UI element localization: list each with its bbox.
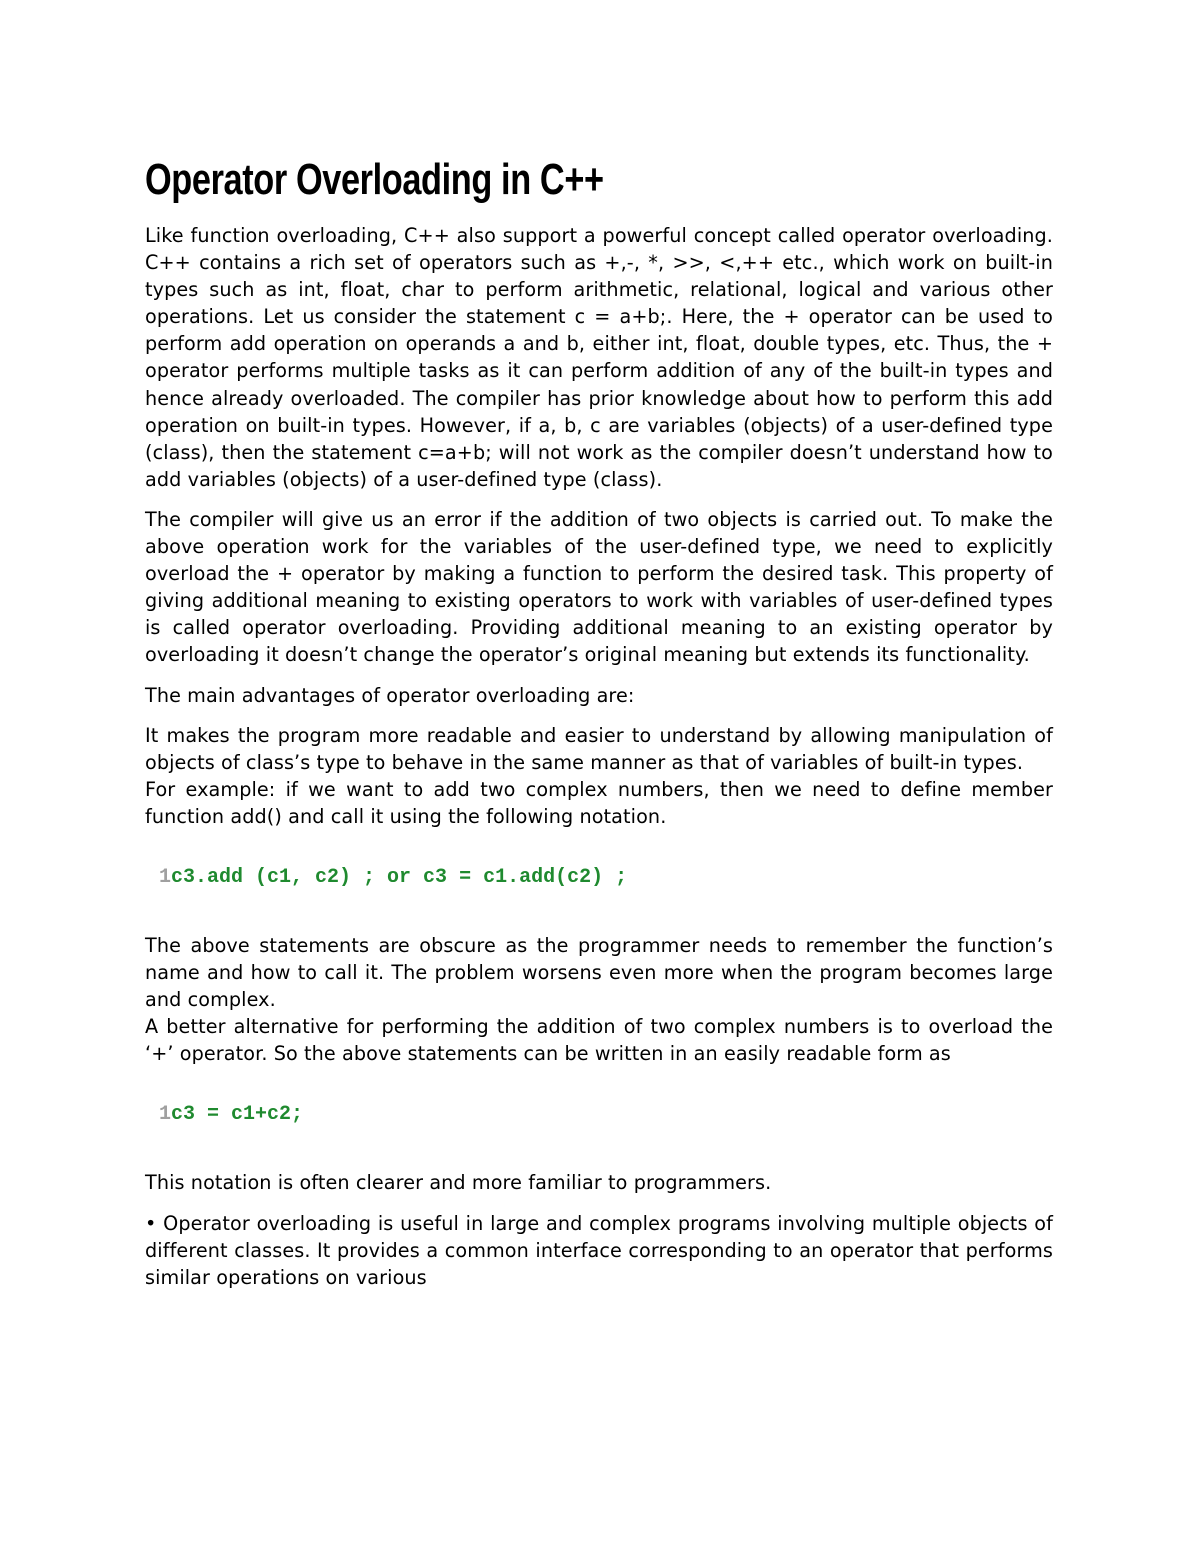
code-block-add-call: [159, 864, 1053, 892]
paragraph-clearer-notation: This notation is often clearer and more familiar to programmers.: [145, 1171, 772, 1195]
bullet-item: [145, 1210, 1053, 1291]
code-line-text: c3.add (c1, c2) ; or c3 = c1.add(c2) ;: [171, 865, 628, 889]
code-block-operator-plus: [159, 1101, 1053, 1129]
paragraph-obscure: The above statements are obscure as the programmer needs to remember the function’s name and how to call it. The problem worsens even more when the program becomes large and complex.: [145, 933, 1053, 1012]
paragraph-readability-text: It makes the program more readable and easier to understand by allowing manipulation of objects of class’s type to behave in the same manner as that of variables of built-in types.: [145, 723, 1053, 774]
code-line-number: 1: [159, 1103, 172, 1127]
paragraph-compiler-error: The compiler will give us an error if the addition of two objects is carried out. To make the above operation work for the variables of the user-defined type, we need to explicitly overload the + operator by making a function to perform the desired task. This property of giving additional meaning to existing operators to work with variables of user-defined types is called operator overloading. Providing additional meaning to an existing operator by overloading it doesn’t change the operator’s original meaning but extends its functionality.: [145, 507, 1053, 667]
document-title: Operator Overloading in C++: [145, 155, 604, 204]
bullet-marker: •: [145, 1211, 157, 1235]
paragraph-readability: [145, 722, 1053, 776]
paragraph-example: For example: if we want to add two complex numbers, then we need to define member function add() and call it using the following notation.: [145, 777, 1053, 828]
paragraph-better-alternative: A better alternative for performing the addition of two complex numbers is to overload the ‘+’ operator. So the above statements can be written in an easily readable form as: [145, 1015, 1053, 1066]
paragraph-intro: Like function overloading, C++ also support a powerful concept called operator overloading. C++ contains a rich set of operators such as +,-, *, >>, <,++ etc., which work on built-in types such as int, float, char to perform arithmetic, relational, logical and various other operations. Let us consider the statement c = a+b;. Here, the + operator can be used to perform add operation on operands a and b, either int, float, double types, etc. Thus, the + operator performs multiple tasks as it can perform addition of any of the built-in types and hence already overloaded. The compiler has prior knowledge about how to perform this add operation on built-in types. However, if a, b, c are variables (objects) of a user-defined type (class), then the statement c=a+b; will not work as the compiler doesn’t understand how to add variables (objects) of a user-defined type (class).: [145, 224, 1053, 491]
code-line-text: c3 = c1+c2;: [171, 1103, 304, 1127]
document-page: [145, 152, 1053, 1291]
bullet-text: Operator overloading is useful in large and complex programs involving multiple objects of different classes. It provides a common interface corresponding to an operator that performs similar operations on various: [145, 1211, 1053, 1289]
code-line-number: 1: [159, 865, 172, 889]
paragraph-advantages-heading: The main advantages of operator overloading are:: [145, 683, 635, 707]
